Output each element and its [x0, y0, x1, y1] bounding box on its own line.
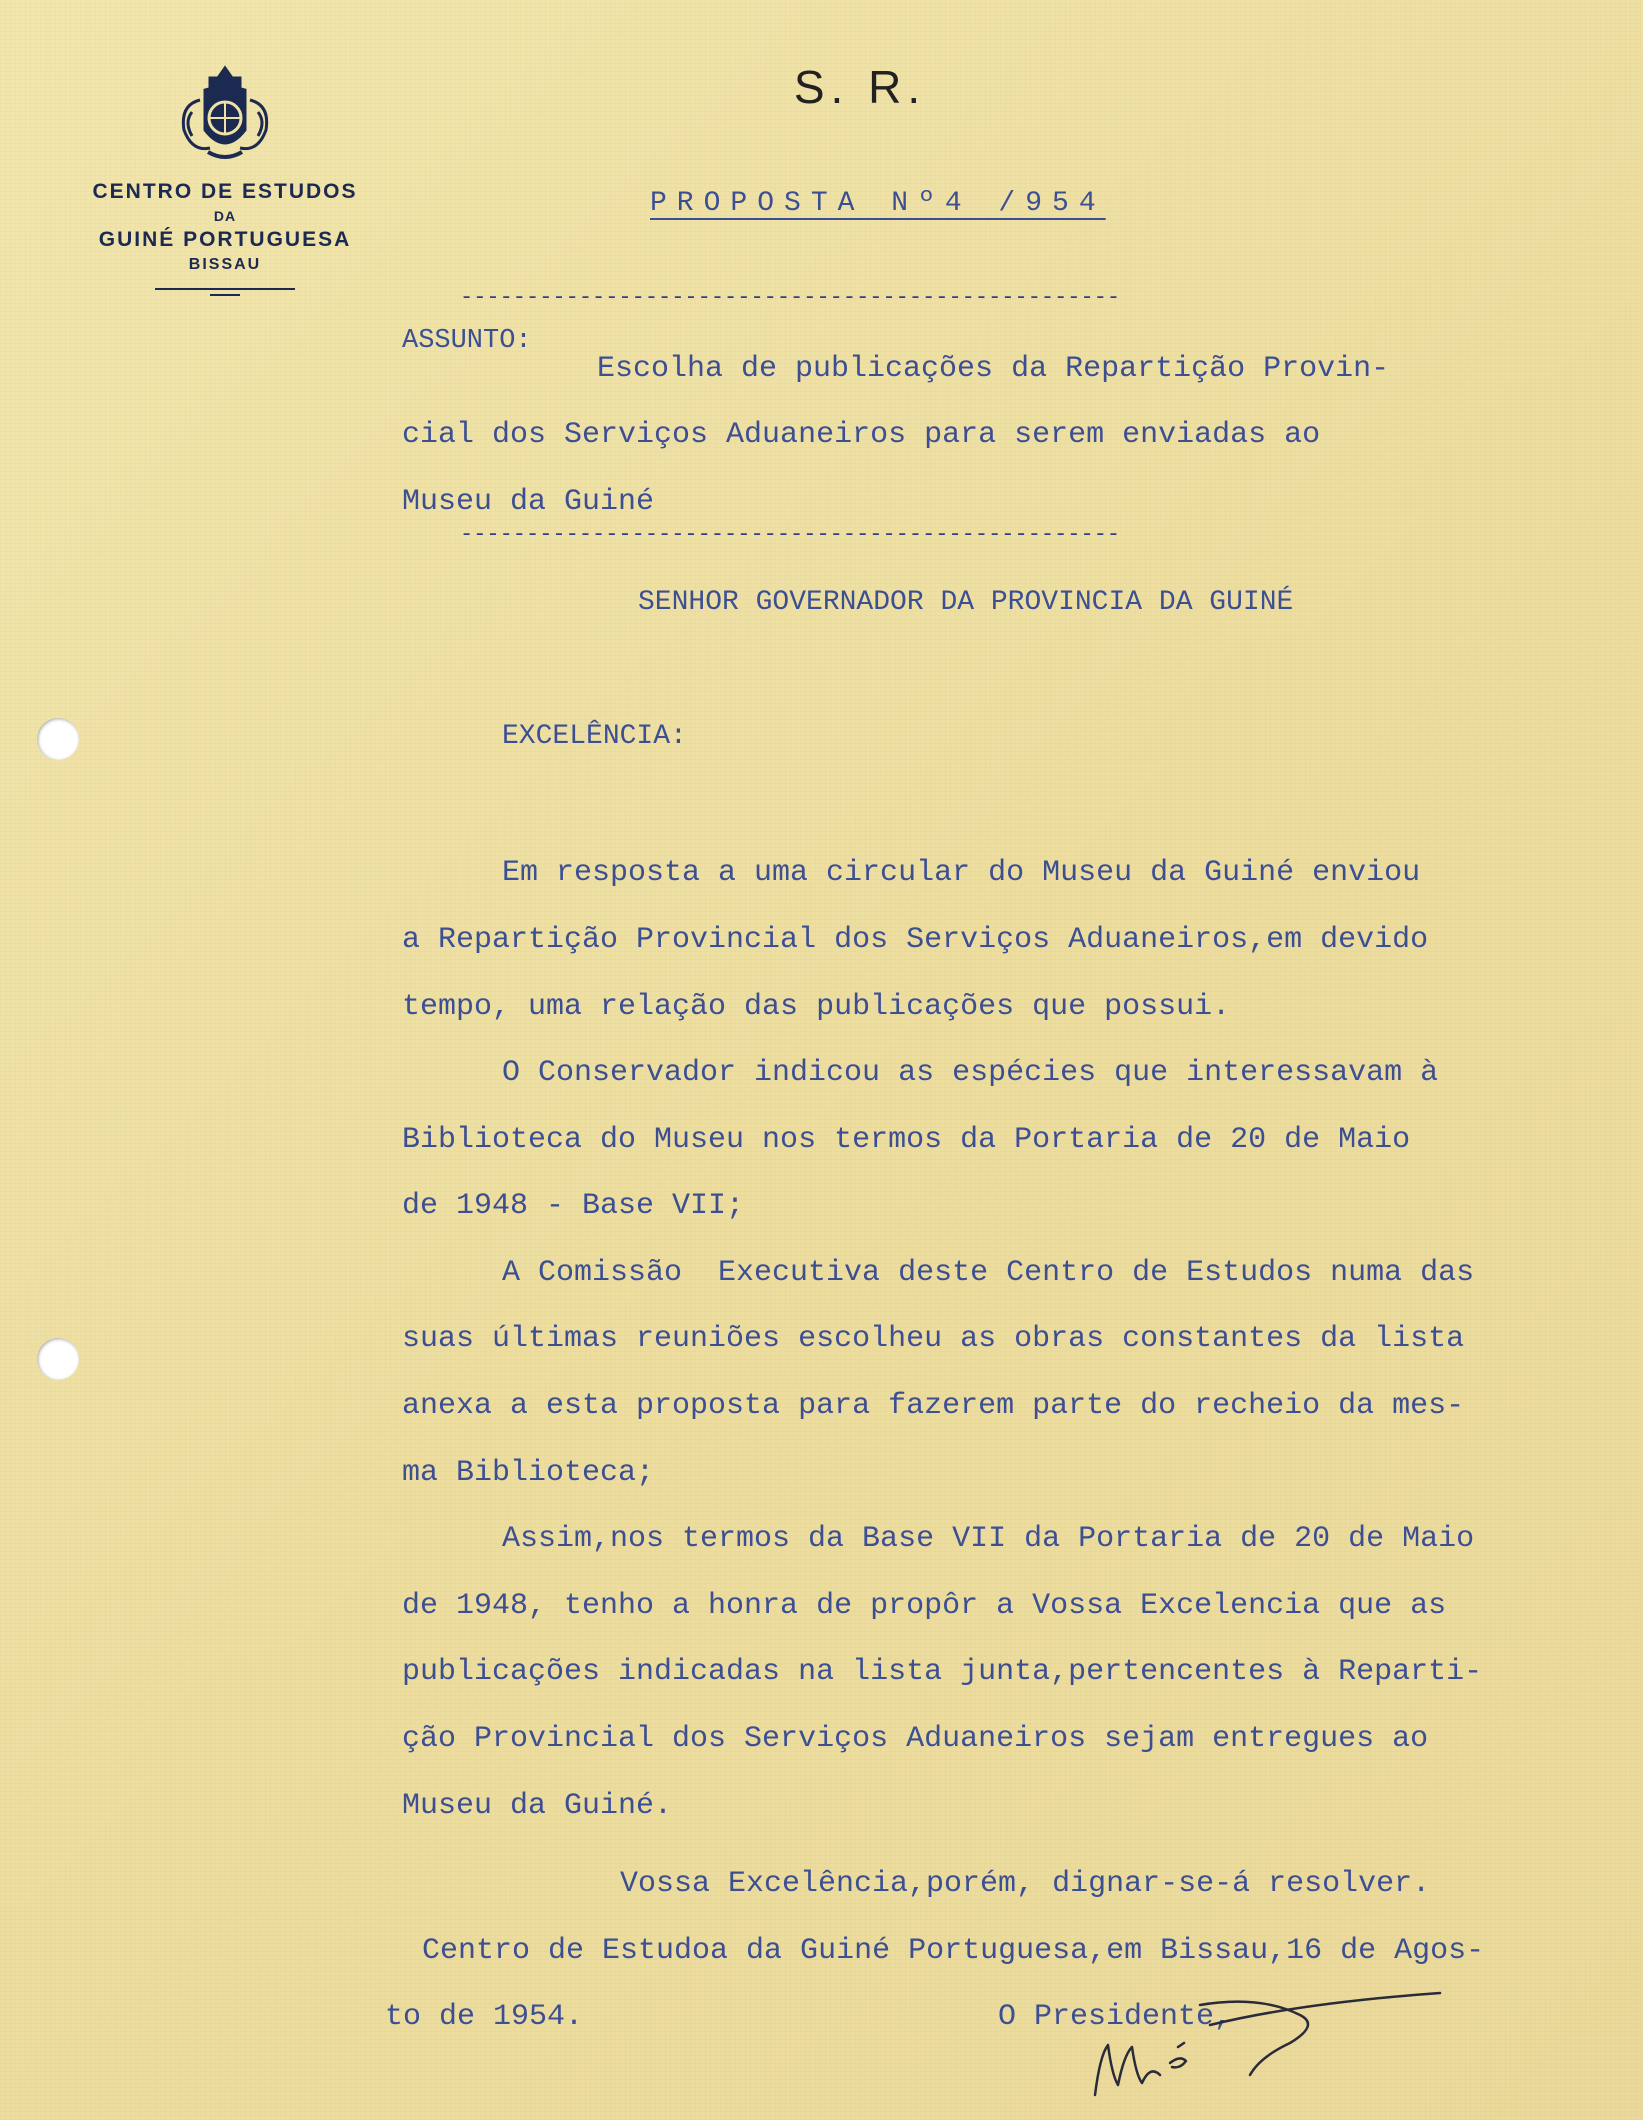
body-line: suas últimas reuniões escolheu as obras constantes da lista: [402, 1322, 1465, 1356]
proposta-title: PROPOSTA Nº4 /954: [650, 188, 1106, 219]
body-line: O Conservador indicou as espécies que interessavam à: [502, 1056, 1439, 1090]
salutation: EXCELÊNCIA:: [502, 721, 687, 752]
header-stamp: S. R.: [793, 61, 927, 113]
body-line: de 1948, tenho a honra de propôr a Vossa Excelencia que as: [402, 1589, 1447, 1623]
assunto-line-3: Museu da Guiné: [402, 485, 655, 519]
body-line: Assim,nos termos da Base VII da Portaria de 20 de Maio: [502, 1522, 1475, 1556]
addressee: SENHOR GOVERNADOR DA PROVINCIA DA GUINÉ: [638, 587, 1294, 618]
body-line: ma Biblioteca;: [402, 1456, 655, 1490]
body-line: publicações indicadas na lista junta,pertencentes à Reparti-: [402, 1655, 1483, 1689]
punch-hole-top: [37, 718, 79, 760]
body-line: Em resposta a uma circular do Museu da Guiné enviou: [502, 856, 1421, 890]
body-line: Biblioteca do Museu nos termos da Portaria de 20 de Maio: [402, 1123, 1411, 1157]
letterhead-line-3: GUINÉ PORTUGUESA: [98, 228, 352, 251]
letterhead: [55, 60, 395, 296]
letterhead-line-2: DA: [213, 208, 237, 224]
assunto-label: ASSUNTO:: [402, 326, 532, 356]
body-line: A Comissão Executiva deste Centro de Estudos numa das: [502, 1256, 1475, 1290]
body-line: de 1948 - Base VII;: [402, 1189, 745, 1223]
letterhead-line-1: CENTRO DE ESTUDOS: [92, 180, 358, 203]
handwritten-signature: [1080, 1985, 1460, 2105]
punch-hole-bottom: [37, 1338, 79, 1380]
body-line: tempo, uma relação das publicações que possui.: [402, 990, 1231, 1024]
body-line: Museu da Guiné.: [402, 1789, 673, 1823]
signatory-title: O Presidente,: [998, 2000, 1233, 2034]
separator-top: --------------------------------------------------: [460, 285, 1121, 310]
letterhead-line-4: BISSAU: [188, 256, 262, 273]
body-line: anexa a esta proposta para fazerem parte do recheio da mes-: [402, 1389, 1465, 1423]
letterhead-rule-short: [210, 294, 240, 296]
place-date-line-1: Centro de Estudoa da Guiné Portuguesa,em Bissau,16 de Agos-: [422, 1934, 1485, 1968]
closing: Vossa Excelência,porém, dignar-se-á resolver.: [620, 1867, 1431, 1901]
separator-bottom: --------------------------------------------------: [460, 522, 1121, 547]
assunto-line-1: Escolha de publicações da Repartição Provin-: [597, 352, 1390, 386]
body-line: a Repartição Provincial dos Serviços Aduaneiros,em devido: [402, 923, 1429, 957]
assunto-line-2: cial dos Serviços Aduaneiros para serem enviadas ao: [402, 418, 1321, 452]
letterhead-rule: [155, 288, 295, 290]
coat-of-arms-emblem: [170, 60, 280, 170]
place-date-line-2: to de 1954.: [385, 2000, 584, 2034]
body-line: ção Provincial dos Serviços Aduaneiros sejam entregues ao: [402, 1722, 1429, 1756]
